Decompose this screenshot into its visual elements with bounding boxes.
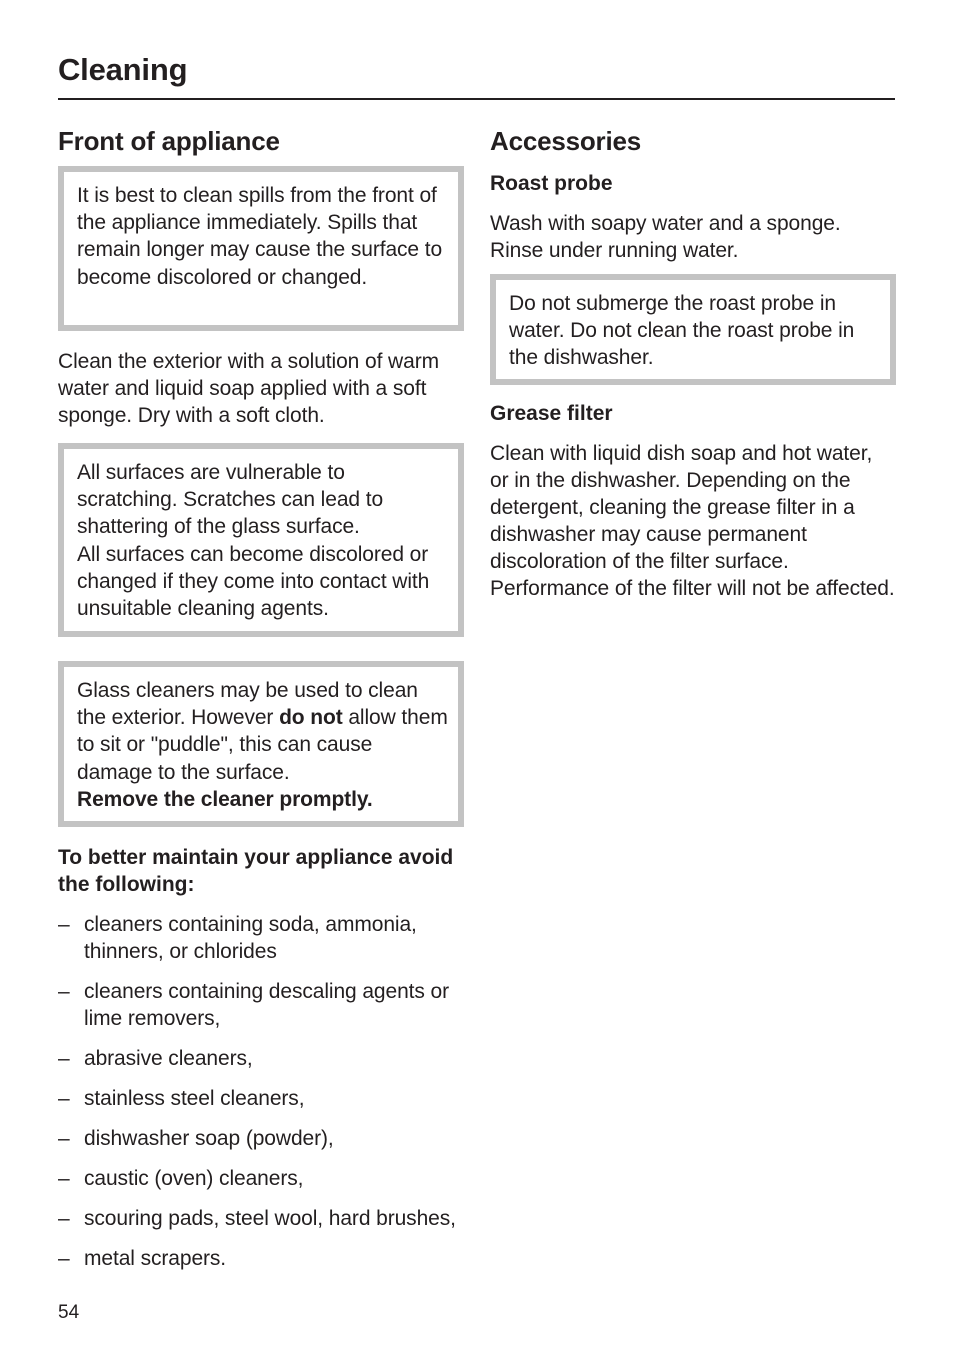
list-item-text: stainless steel cleaners,: [84, 1087, 305, 1110]
title-rule: [58, 98, 895, 100]
list-dash-marker: –: [58, 1127, 70, 1150]
list-item: [58, 1125, 464, 1152]
list-item-text: cleaners containing soda, ammonia, thinners, or chlorides: [84, 913, 417, 963]
notice-box-scratching: [58, 443, 464, 637]
list-dash-marker: –: [58, 1207, 70, 1230]
maintain-appliance-heading: To better maintain your appliance avoid the following:: [58, 846, 454, 896]
list-item: [58, 1085, 464, 1112]
list-dash-marker: –: [58, 913, 70, 936]
page-number: 54: [58, 1302, 80, 1323]
accessories-heading: Accessories: [490, 126, 642, 156]
roast-probe-heading: Roast probe: [490, 172, 613, 195]
list-item: [58, 911, 464, 965]
remove-cleaner-promptly: Remove the cleaner promptly.: [77, 787, 373, 811]
exterior-cleaning-paragraph: Clean the exterior with a solution of warm water and liquid soap applied with a soft sponge. Dry with a soft cloth.: [58, 350, 439, 427]
right-column: [490, 124, 896, 602]
notice-discolor-text: All surfaces can become discolored or changed if they come into contact with unsuitable cleaning agents.: [77, 542, 430, 621]
list-dash-marker: –: [58, 1247, 70, 1270]
list-dash-marker: –: [58, 1087, 70, 1110]
list-item-text: scouring pads, steel wool, hard brushes,: [84, 1207, 456, 1230]
grease-filter-heading: Grease filter: [490, 402, 613, 425]
list-item: [58, 1245, 464, 1272]
glass-cleaners-text-2: allow them to sit or "puddle", this can cause damage to the surface.: [77, 706, 448, 784]
left-column: [58, 124, 464, 1285]
list-item: [58, 1165, 464, 1192]
list-item-text: metal scrapers.: [84, 1247, 227, 1270]
avoid-list: [58, 911, 464, 1272]
front-of-appliance-heading: Front of appliance: [58, 126, 280, 156]
list-item: [58, 1045, 464, 1072]
list-item: [58, 978, 464, 1032]
list-dash-marker: –: [58, 980, 70, 1003]
notice-scratching-text: All surfaces are vulnerable to scratching. Scratches can lead to shattering of the glass surface.: [77, 461, 384, 539]
notice-box-spills: [58, 166, 464, 331]
notice-box-glass-cleaners: [58, 661, 464, 827]
list-item: [58, 1205, 464, 1232]
grease-filter-paragraph: Clean with liquid dish soap and hot water, or in the dishwasher. Depending on the detergent, cleaning the grease filter in a dishwasher may cause permanent discoloration of the filter surface. Performance of the filter will not be affected.: [490, 442, 895, 600]
list-dash-marker: –: [58, 1167, 70, 1190]
notice-box-roast-probe: [490, 274, 896, 385]
list-dash-marker: –: [58, 1047, 70, 1070]
list-item-text: cleaners containing descaling agents or lime removers,: [84, 980, 450, 1030]
glass-cleaners-text-1: Glass cleaners may be used to clean the exterior. However: [77, 679, 418, 730]
page-title: Cleaning: [58, 52, 188, 87]
list-item-text: abrasive cleaners,: [84, 1047, 253, 1070]
notice-glass-cleaners-text: [77, 677, 450, 786]
roast-probe-paragraph: Wash with soapy water and a sponge. Rinse under running water.: [490, 212, 841, 262]
list-item-text: dishwasher soap (powder),: [84, 1127, 334, 1150]
notice-spills-text: It is best to clean spills from the front of the appliance immediately. Spills that remain longer may cause the surface to become discolored or changed.: [77, 184, 443, 289]
list-item-text: caustic (oven) cleaners,: [84, 1167, 304, 1190]
roast-probe-notice-text: Do not submerge the roast probe in water. Do not clean the roast probe in the dishwasher.: [509, 292, 855, 370]
do-not-emphasis: do not: [279, 706, 343, 730]
